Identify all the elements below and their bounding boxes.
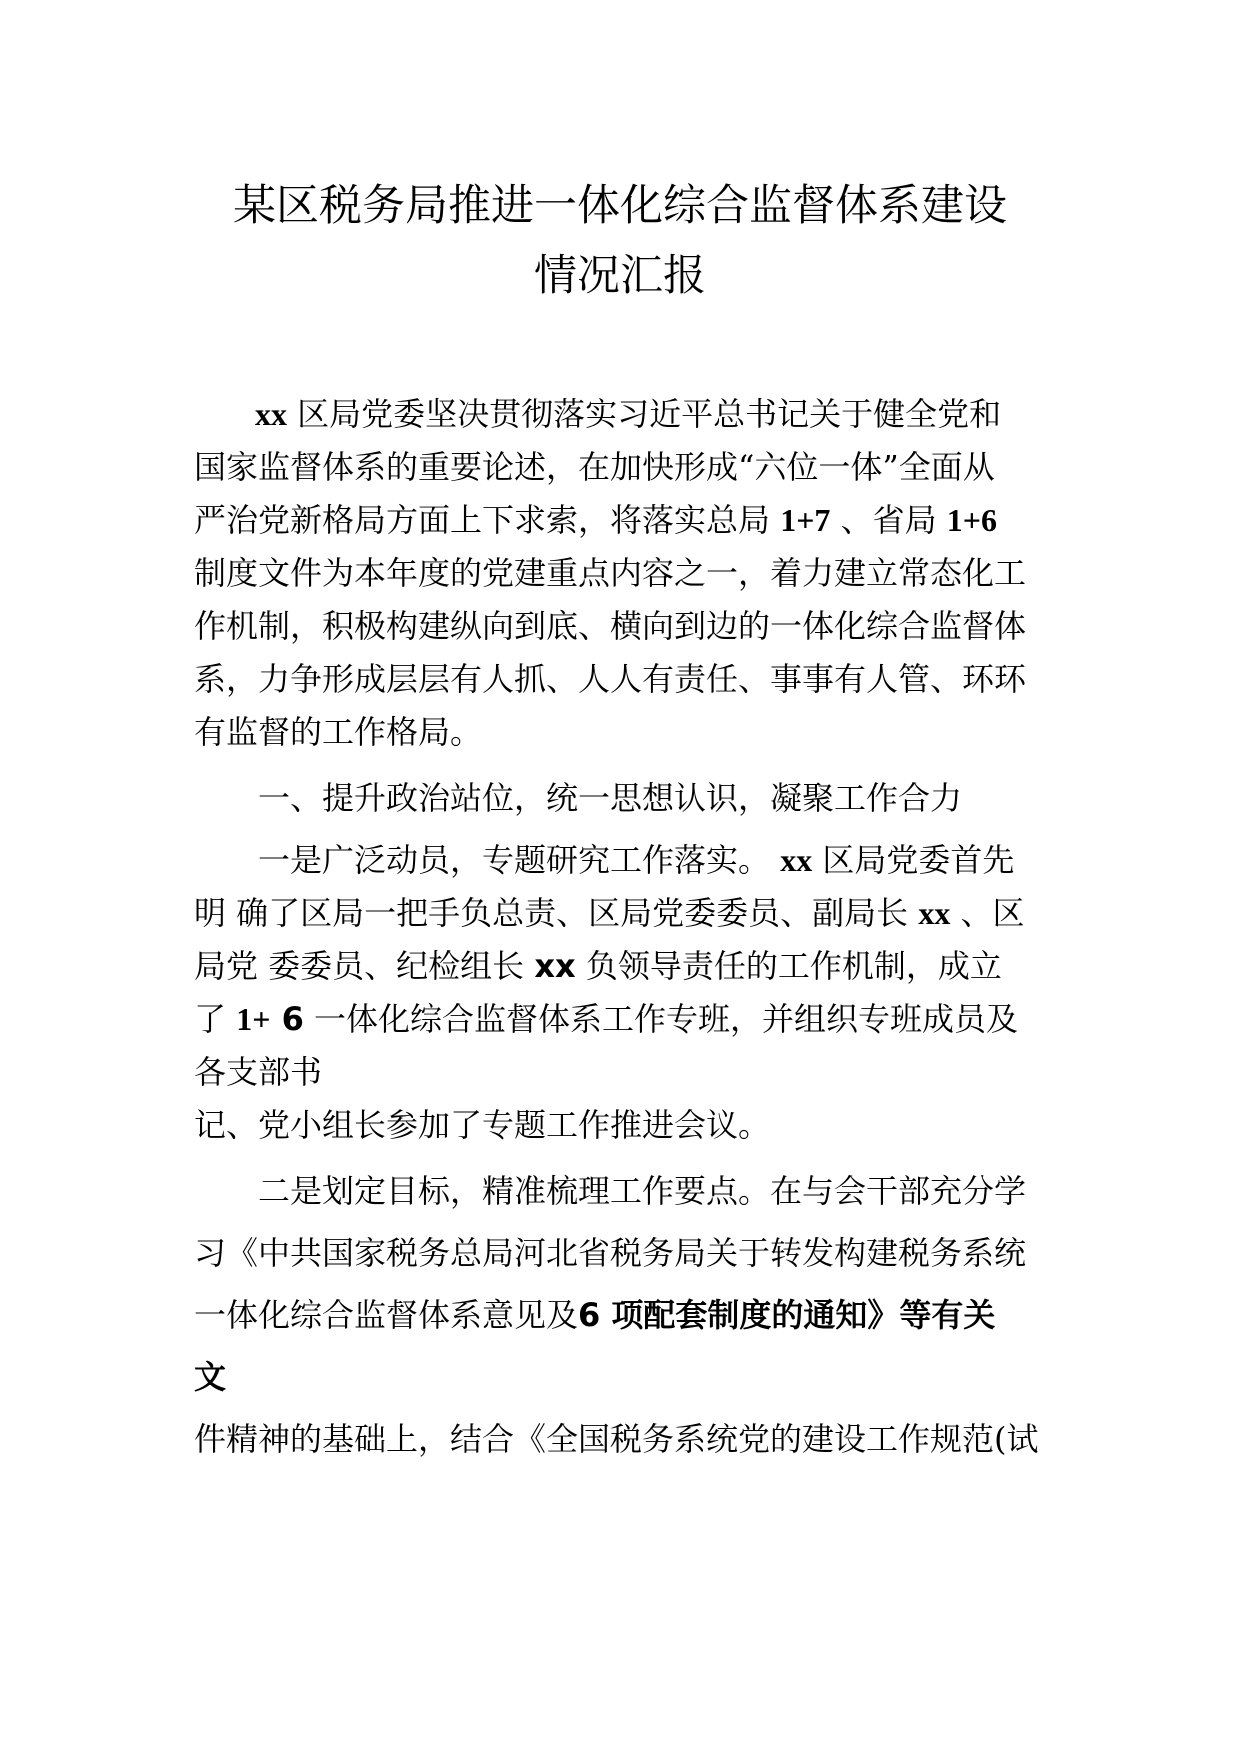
bold-text: 6 bbox=[270, 1000, 304, 1038]
paragraph-1-line-6: 系，力争形成层层有人抓、人人有责任、事事有人管、环环 bbox=[194, 660, 1027, 698]
paragraph-2-line-5: 各支部书 bbox=[194, 1053, 323, 1091]
bold-text: xx bbox=[918, 895, 951, 931]
bold-text: xx bbox=[534, 947, 576, 985]
bold-text: 6 项配套制度的通知》等有关 bbox=[578, 1296, 996, 1334]
paragraph-3-line-3 bbox=[194, 1295, 995, 1335]
paragraph-2-line-2 bbox=[194, 893, 1025, 933]
paragraph-3-line-5: 件精神的基础上，结合《全国税务系统党的建设工作规范(试 bbox=[194, 1420, 1039, 1458]
paragraph-2-line-1 bbox=[258, 840, 1014, 880]
paragraph-3-line-2: 习《中共国家税务总局河北省税务局关于转发构建税务系统 bbox=[194, 1234, 1027, 1272]
bold-text: xx bbox=[780, 842, 813, 878]
paragraph-2-line-4 bbox=[194, 999, 1018, 1039]
document-title-line-2: 情况汇报 bbox=[534, 251, 706, 301]
paragraph-1-line-5: 作机制，积极构建纵向到底、横向到边的一体化综合监督体 bbox=[194, 607, 1027, 645]
body-text: 严治党新格局方面上下求索，将落实总局 bbox=[194, 501, 781, 539]
body-text: 、区 bbox=[950, 894, 1025, 932]
paragraph-1-line-1 bbox=[255, 394, 1001, 434]
bold-text: xx bbox=[255, 396, 287, 432]
paragraph-1-line-4: 制度文件为本年度的党建重点内容之一，着力建立常态化工 bbox=[194, 554, 1027, 592]
paragraph-3-line-1: 二是划定目标，精准梳理工作要点。在与会干部充分学 bbox=[258, 1172, 1027, 1210]
body-text: 区局党委首先 bbox=[812, 841, 1015, 879]
body-text: 一体化综合监督体系意见及 bbox=[194, 1296, 579, 1334]
bold-text: 1+7 bbox=[780, 502, 831, 538]
bold-text: 文 bbox=[194, 1358, 227, 1396]
paragraph-1-line-7: 有监督的工作格局。 bbox=[194, 713, 483, 751]
body-text: 局党 委委员、纪检组长 bbox=[194, 947, 535, 985]
body-text: 一是广泛动员，专题研究工作落实。 bbox=[258, 841, 781, 879]
bold-text: 1+ bbox=[236, 1001, 271, 1037]
body-text: 明 确了区局一把手负总责、区局党委委员、副局长 bbox=[194, 894, 919, 932]
document-title-line-1: 某区税务局推进一体化综合监督体系建设 bbox=[233, 181, 1007, 231]
body-text: 、省局 bbox=[830, 501, 947, 539]
paragraph-1-line-3 bbox=[194, 500, 997, 540]
paragraph-3-line-4 bbox=[194, 1357, 226, 1397]
bold-text: 1+6 bbox=[946, 502, 998, 538]
body-text: 一体化综合监督体系工作专班，并组织专班成员及 bbox=[303, 1000, 1019, 1038]
paragraph-1-line-2: 国家监督体系的重要论述，在加快形成“六位一体”全面从 bbox=[194, 448, 995, 486]
body-text: 区局党委坚决贯彻落实习近平总书记关于健全党和 bbox=[287, 395, 1002, 433]
body-text: 负领导责任的工作机制，成立 bbox=[575, 947, 1002, 985]
body-text: 了 bbox=[194, 1000, 237, 1038]
section-heading-1: 一、提升政治站位，统一思想认识，凝聚工作合力 bbox=[258, 779, 963, 817]
paragraph-2-line-6: 记、党小组长参加了专题工作推进会议。 bbox=[194, 1106, 771, 1144]
paragraph-2-line-3 bbox=[194, 946, 1002, 986]
